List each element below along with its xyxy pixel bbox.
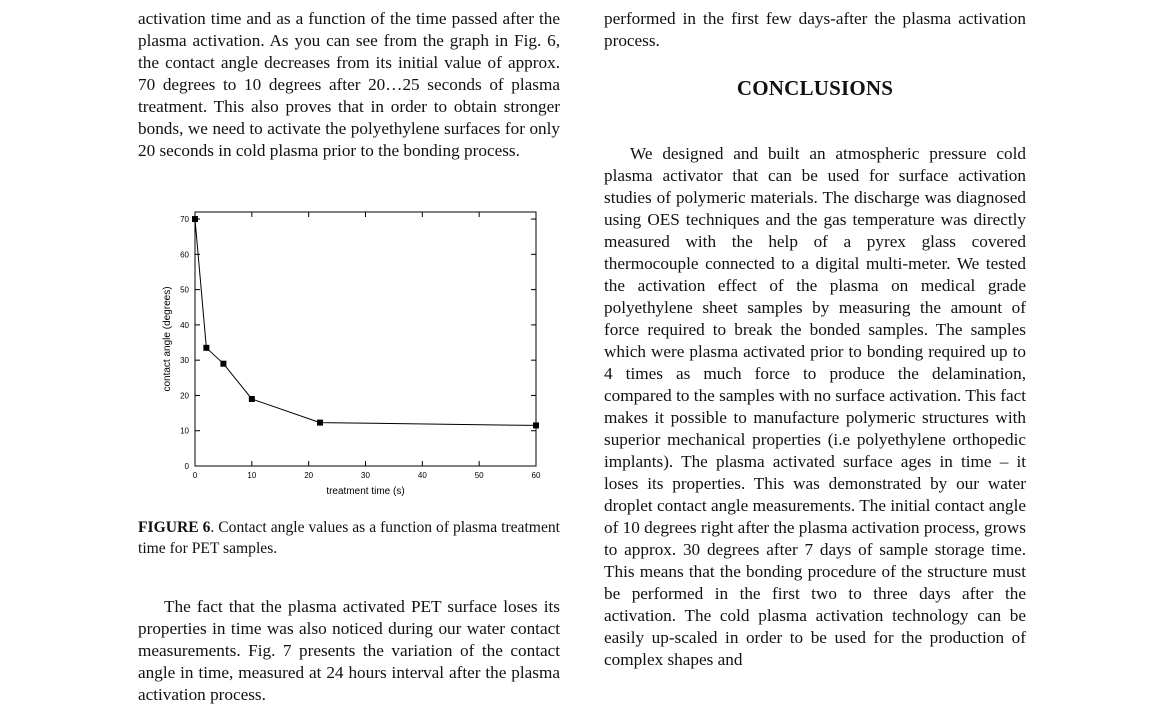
x-tick-label: 0 bbox=[192, 471, 198, 480]
data-point bbox=[192, 216, 198, 222]
y-tick-label: 50 bbox=[180, 285, 189, 295]
series-line bbox=[195, 219, 536, 425]
figure-6-chart bbox=[150, 200, 550, 510]
conclusions-heading: CONCLUSIONS bbox=[736, 76, 894, 100]
y-tick-label: 10 bbox=[180, 426, 189, 436]
y-tick-label: 60 bbox=[180, 250, 189, 260]
left-paragraph-1: activation time and as a function of the time passed after the plasma activation. As you can see from the graph in Fig. 6, the contact angle decreases from its initial value of approx. 70 degrees to 10 degrees after 20…25 seconds of plasma treatment. This also proves that in order to obtain stronger bonds, we need to activate the polyethylene surfaces for only 20 seconds in cold plasma prior to the bonding process. bbox=[138, 9, 560, 160]
y-tick-label: 20 bbox=[180, 391, 189, 401]
y-tick-label: 0 bbox=[184, 462, 189, 471]
caption-label: FIGURE 6 bbox=[138, 519, 211, 536]
x-tick-label: 50 bbox=[474, 471, 484, 480]
data-point bbox=[249, 396, 255, 402]
data-point bbox=[533, 422, 539, 428]
data-point bbox=[220, 361, 226, 367]
x-tick-label: 40 bbox=[417, 471, 427, 480]
conclusions-paragraph: We designed and built an atmospheric pressure cold plasma activator that can be used for surface activation studies of polymeric materials. The discharge was diagnosed using OES techniques and the gas temperature was directly measured with the help of a pyrex glass covered thermocouple connected to a digital multi-meter. We tested the activation effect of the plasma on medical grade polyethylene sheet samples by measuring the amount of force required to break the bonded samples. The samples which were plasma activated prior to bonding required up to 4 times as much force to produce the delamination, compared to the samples with no surface activation. This fact makes it possible to manufacture polymeric structures with superior mechanical properties (i.e polyethylene orthopedic implants). The plasma activated surface ages in time – it loses its properties. This was demonstrated by our water droplet contact angle measurements. The initial contact angle of 10 degrees right after the plasma activation process, grows to approx. 30 degrees after 7 days of sample storage time. This means that the bonding procedure of the structure must be performed in the first two to three days after the activation. The cold plasma activation technology can be easily up-scaled in order to be used for the production of complex shapes and bbox=[604, 144, 1026, 670]
figure-caption bbox=[138, 517, 560, 559]
plot-frame bbox=[195, 212, 536, 466]
right-column-top bbox=[604, 8, 1026, 52]
y-axis-label: contact angle (degrees) bbox=[162, 286, 173, 392]
x-tick-label: 60 bbox=[531, 471, 541, 480]
caption-text: . Contact angle values as a function of plasma treatment time for PET samples. bbox=[138, 519, 560, 557]
left-paragraph-2: The fact that the plasma activated PET surface loses its properties in time was also noticed during our water contact measurements. Fig. 7 presents the variation of the contact angle in time, measured at 24 hours interval after the plasma activation process. bbox=[138, 597, 560, 705]
x-axis-label: treatment time (s) bbox=[326, 486, 405, 497]
y-tick-label: 40 bbox=[180, 320, 189, 330]
x-tick-label: 30 bbox=[361, 471, 370, 480]
data-point bbox=[203, 345, 209, 351]
x-tick-label: 10 bbox=[247, 471, 257, 480]
left-column-top bbox=[138, 8, 560, 162]
right-paragraph-1: performed in the first few days-after the plasma activation process. bbox=[604, 9, 1026, 50]
y-tick-label: 70 bbox=[180, 215, 189, 225]
y-tick-label: 30 bbox=[180, 356, 189, 366]
x-tick-label: 20 bbox=[304, 471, 314, 480]
data-point bbox=[317, 420, 323, 426]
